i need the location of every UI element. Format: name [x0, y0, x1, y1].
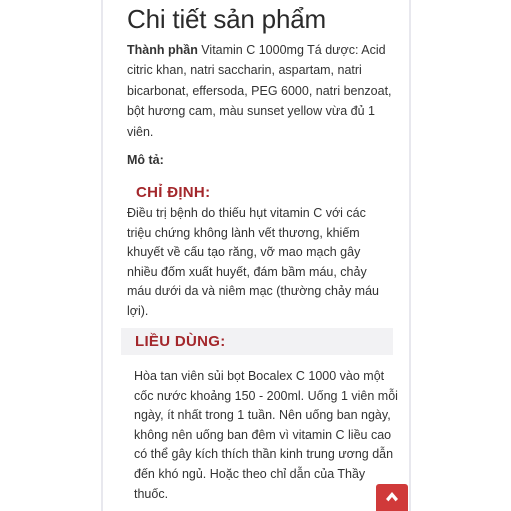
dosage-heading: LIỀU DÙNG: [135, 333, 226, 350]
scroll-to-top-button[interactable] [376, 484, 408, 511]
indication-text: Điều trị bệnh do thiếu hụt vitamin C với các triệu chứng không lành vết thương, khiếm khuyết về cấu tạo răng, vỡ mao mạch gây nhiều đốm xuất huyết, đám bầm máu, chảy máu dưới da và niêm mạc (thường chảy máu lợi). [127, 206, 379, 318]
ingredients-text: Vitamin C 1000mg Tá dược: Acid citric khan, natri saccharin, aspartam, natri bicarbonat, effersoda, PEG 6000, natri benzoat, bột hương cam, màu sunset yellow vừa đủ 1 viên. [127, 43, 392, 139]
page-title: Chi tiết sản phẩm [127, 4, 326, 34]
ingredients-label: Thành phần [127, 43, 198, 57]
description-label: Mô tả: [127, 153, 164, 167]
indication-heading: CHỈ ĐỊNH: [136, 184, 211, 201]
ingredients-paragraph [127, 40, 397, 142]
arrow-up-icon [386, 484, 398, 507]
left-divider [101, 0, 103, 511]
dosage-text: Hòa tan viên sủi bọt Bocalex C 1000 vào một cốc nước khoảng 150 - 200ml. Uống 1 viên mỗi ngày, ít nhất trong 1 tuần. Nên uống ban ngày, không nên uống ban đêm vì vitamin C liều cao có thể gây kích thích thần kinh trung ương dẫn đến khó ngủ. Hoặc theo chỉ dẫn của Thầy thuốc. [134, 369, 398, 501]
right-divider [409, 0, 411, 511]
